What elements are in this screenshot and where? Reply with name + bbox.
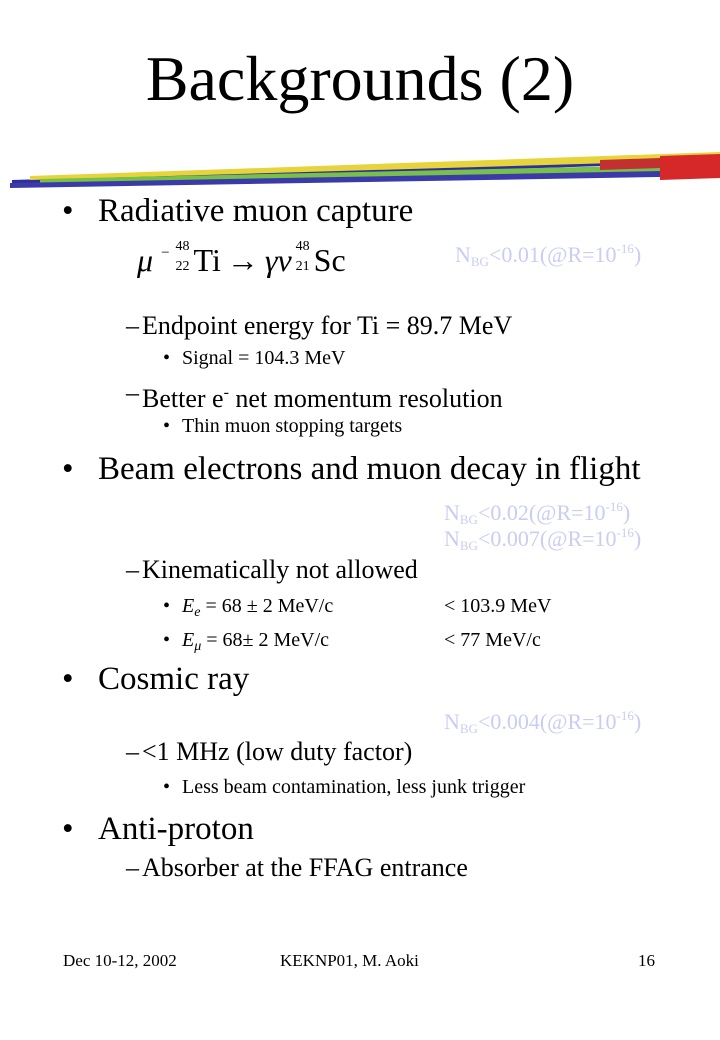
footer-date: Dec 10-12, 2002 [63,951,177,970]
bullet-marker: • [62,193,74,229]
subsub-thin-targets: Thin muon stopping targets [182,415,403,437]
nbg-cosmic-ray: $N_{BG}<0.004(@R=10^{-16})$ [444,708,642,736]
bullet-marker: • [163,347,171,369]
sub-better-resolution: Better e- net momentum resolution [142,384,503,413]
nbg-muon-decay: $N_{BG}<0.007(@R=10^{-16})$ [444,525,642,553]
dash-marker: – [126,853,139,882]
dash-marker: – [126,311,139,340]
slide-title: Backgrounds (2) [145,43,575,114]
subsub-muon-limit: < 77 MeV/c [444,629,541,651]
bullet-cosmic-ray: Cosmic ray [98,661,250,697]
capture-reaction-formula: μ − 48 22 Ti → γν 48 21 Sc [137,239,346,278]
subsub-less-contamination: Less beam contamination, less junk trigger [182,776,526,798]
subsub-muon-energy: $E_\mu = 68\pm 2$ MeV/c [182,629,330,654]
bullet-marker: • [163,415,171,437]
dash-marker: – [126,378,139,407]
nbg-beam-electrons: $N_{BG}<0.02(@R=10^{-16})$ [444,499,631,527]
subsub-electron-energy: $E_e = 68 \pm 2$ MeV/c [182,595,334,620]
dash-marker: – [126,555,139,584]
bullet-marker: • [163,629,171,651]
nbg-radiative-capture: $N_{BG}<0.01(@R=10^{-16})$ [455,241,642,269]
sub-low-duty: <1 MHz (low duty factor) [142,737,413,766]
sub-endpoint-energy: Endpoint energy for Ti = 89.7 MeV [142,311,513,340]
bullet-marker: • [163,776,171,798]
bullet-marker: • [163,595,171,617]
footer-author: KEKNP01, M. Aoki [280,951,419,970]
sub-kinematically: Kinematically not allowed [142,555,418,584]
subsub-signal: Signal = 104.3 MeV [182,347,346,369]
bullet-radiative-muon-capture: Radiative muon capture [98,193,414,229]
bullet-marker: • [62,661,74,697]
footer-page-number: 16 [638,951,655,970]
dash-marker: – [126,737,139,766]
decorative-brush-stripe [0,150,720,190]
bullet-marker: • [62,451,74,487]
sub-absorber: Absorber at the FFAG entrance [142,853,468,882]
bullet-anti-proton: Anti-proton [98,811,254,847]
subsub-electron-limit: < 103.9 MeV [444,595,552,617]
bullet-beam-electrons: Beam electrons and muon decay in flight [98,451,641,487]
bullet-marker: • [62,811,74,847]
